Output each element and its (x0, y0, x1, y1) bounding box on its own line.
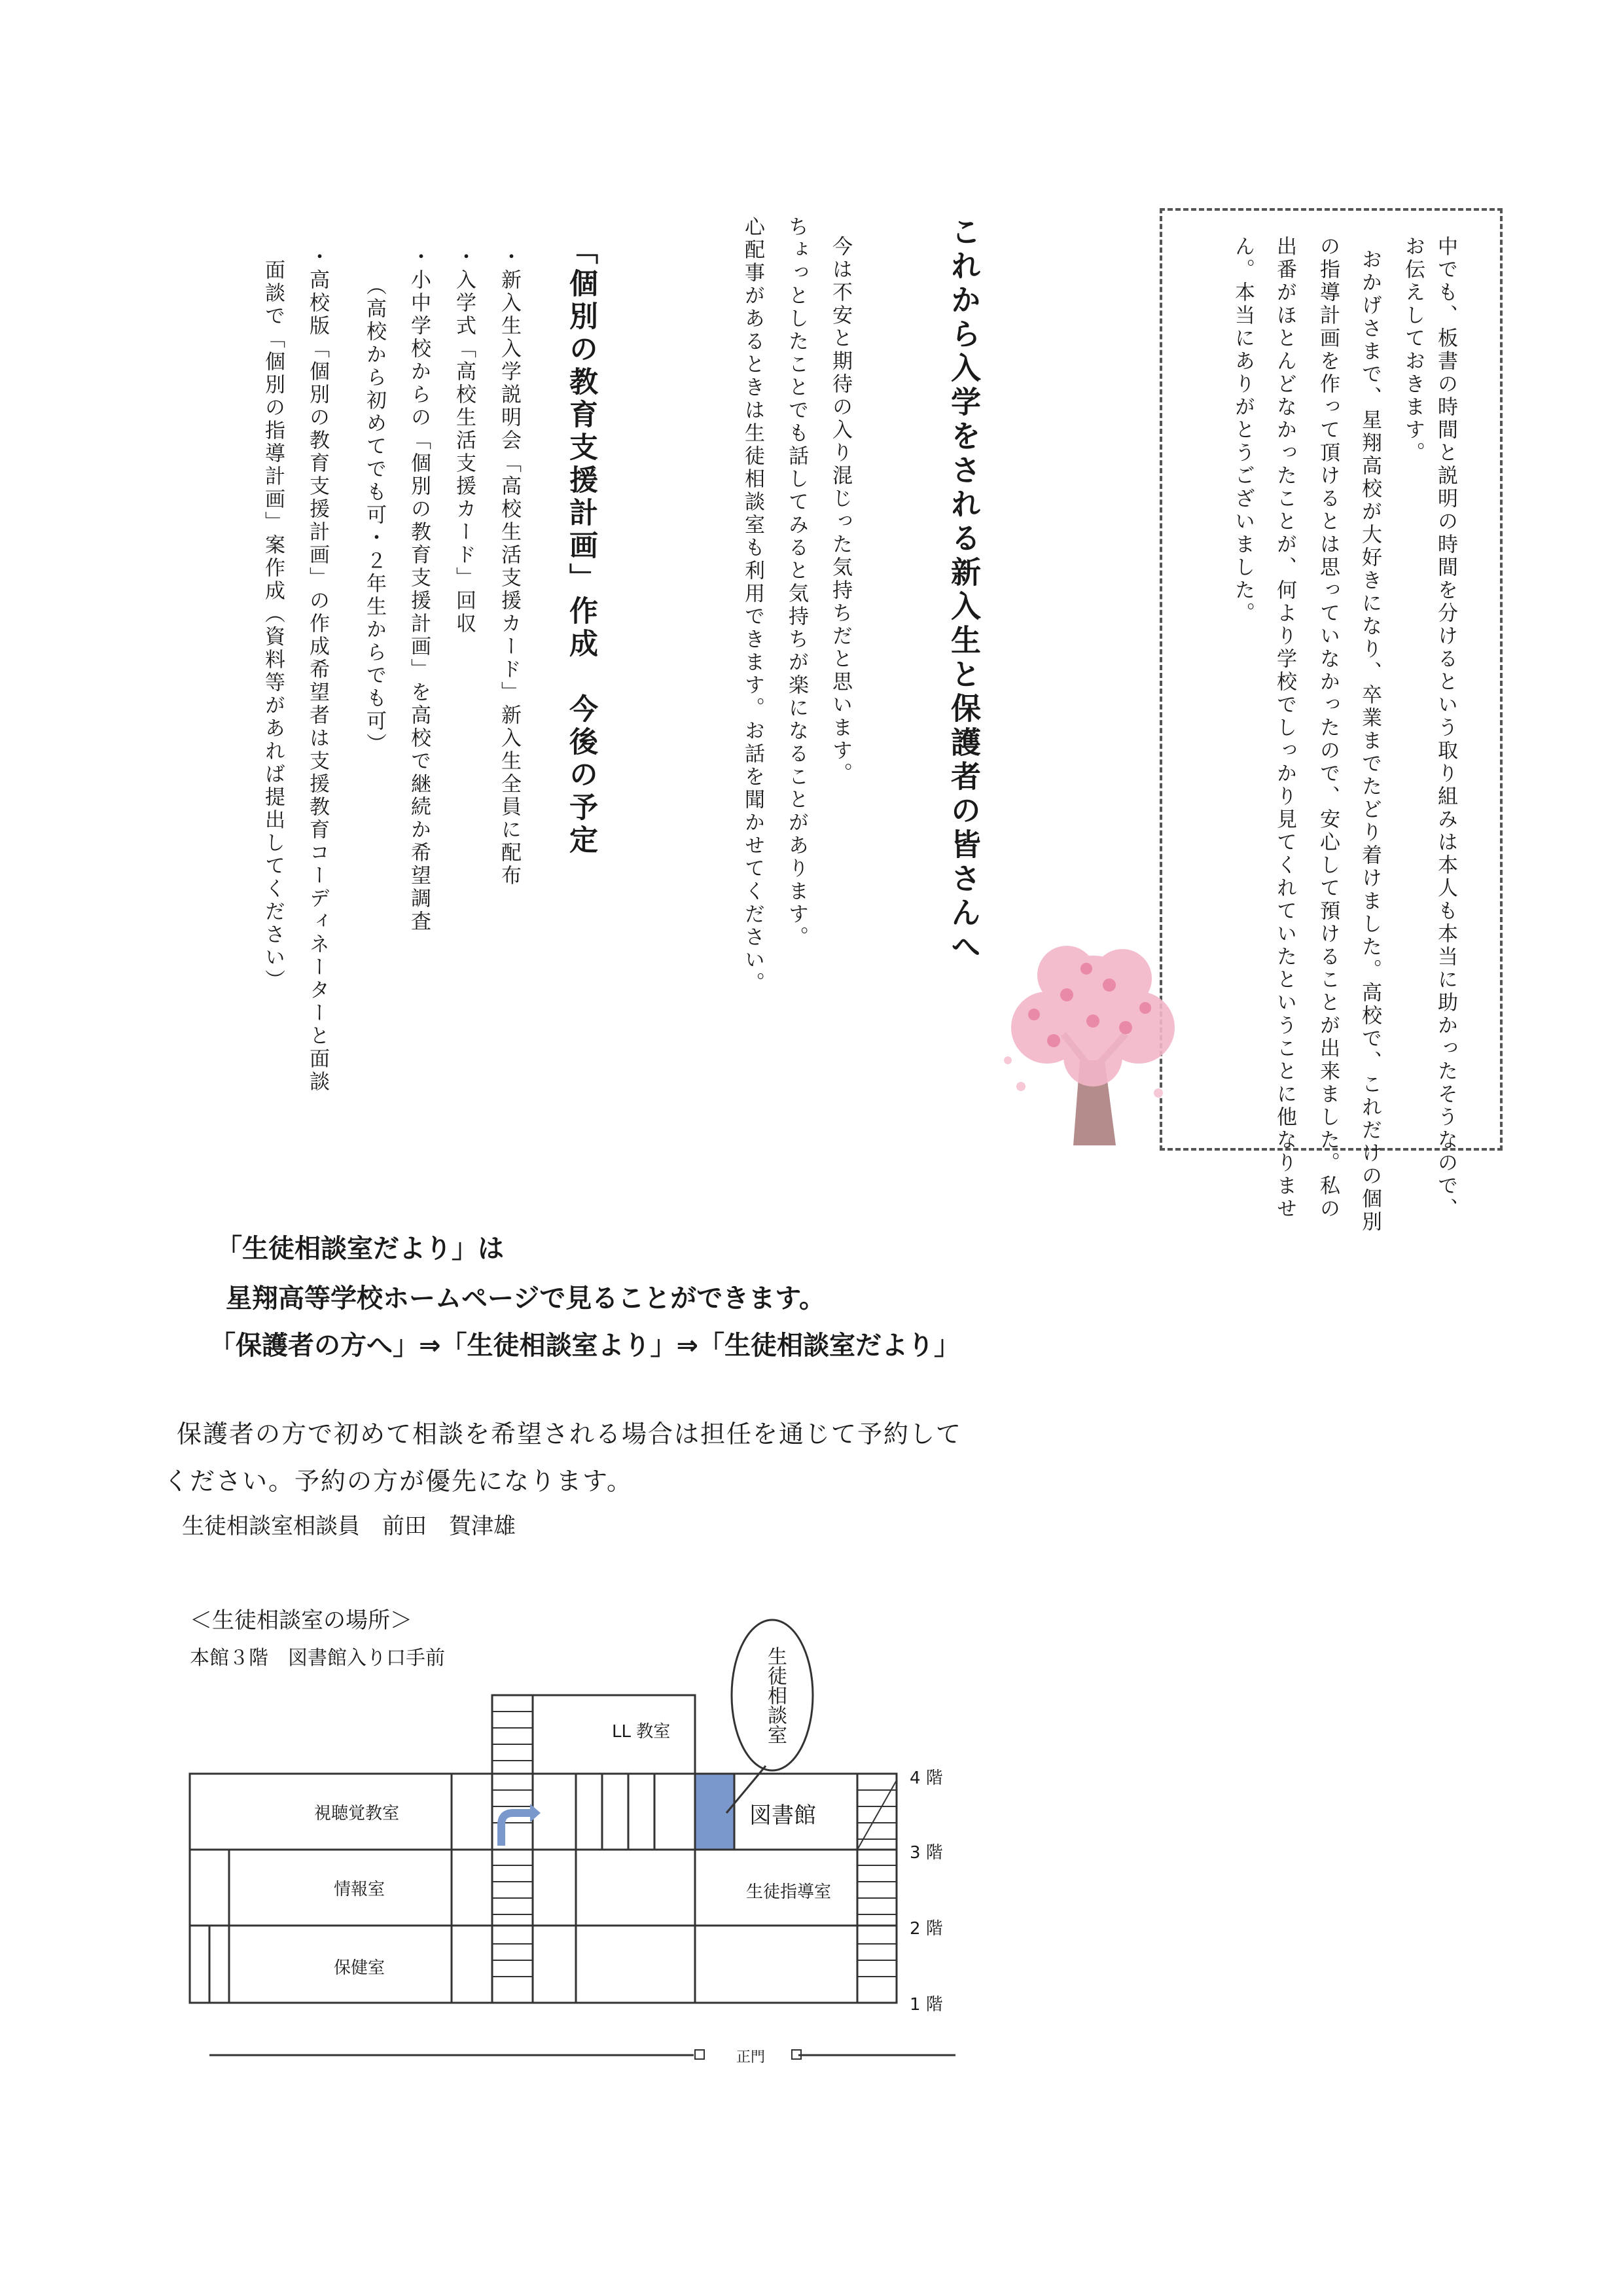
room-ll: LL 教室 (612, 1722, 671, 1742)
testimonial-line-3: おかげさまで、星翔高校が大好きになり、卒業までたどり着けました。高校で、これだけの個別 (1358, 249, 1382, 1234)
plan-item-4: ・高校版「個別の教育支援計画」の作成希望者は支援教育コーディネーターと面談 (306, 246, 329, 1094)
testimonial-box (1160, 208, 1503, 1234)
callout-label: 生徒相談室 (764, 1646, 787, 1744)
floor-label-3: 3 階 (910, 1843, 943, 1863)
consult-line-1: 保護者の方で初めて相談を希望される場合は担任を通じて予約して (177, 1420, 963, 1448)
newsletter-line-3: 「保護者の方へ」⇒「生徒相談室より」⇒「生徒相談室だより」 (209, 1331, 961, 1361)
plan-item-3-note: （高校から初めてでも可・２年生からでも可） (363, 275, 386, 756)
plan-item-4-note: 面談で「個別の指導計画」案作成（資料等があれば提出してください） (261, 259, 285, 992)
newsletter-line-2: 星翔高等学校ホームページで見ることができます。 (226, 1283, 825, 1314)
room-guidance: 生徒指導室 (746, 1882, 832, 1902)
article-title: これから入学をされる新入生と保護者の皆さんへ (946, 216, 982, 965)
plan-item-2: ・入学式「高校生活支援カード」回収 (452, 246, 476, 636)
room-info: 情報室 (334, 1880, 385, 1899)
floor-label-1: 1 階 (910, 1995, 943, 2015)
article-paragraph-2: ちょっとしたことでも話してみると気持ちが楽になることがあります。 (785, 216, 808, 949)
plan-heading: 「個別の教育支援計画」作成 今後の予定 (564, 236, 597, 857)
newsletter-line-1: 「生徒相談室だより」は (216, 1234, 504, 1264)
floor-map (183, 1617, 969, 2088)
room-library: 図書館 (749, 1803, 816, 1829)
testimonial-line-6: ん。本当にありがとうございました。 (1231, 236, 1255, 625)
testimonial-line-2: お伝えしておきます。 (1401, 236, 1425, 465)
cherry-blossom-tree-image (995, 936, 1191, 1152)
testimonial-line-4: の指導計画を作って頂けるとは思っていなかったので、安心して預けることが出来ました。私の (1316, 236, 1340, 1221)
plan-item-1: ・新入生入学説明会「高校生活支援カード」新入生全員に配布 (497, 246, 521, 888)
room-health: 保健室 (334, 1958, 385, 1978)
consult-line-2: ください。予約の方が優先になります。 (164, 1467, 633, 1496)
testimonial-line-1: 中でも、板書の時間と説明の時間を分けるという取り組みは本人も本当に助かったそうなので、 (1434, 236, 1457, 1221)
room-av: 視聴覚教室 (314, 1804, 400, 1823)
floor-label-2: 2 階 (910, 1919, 943, 1939)
consult-staff: 生徒相談室相談員 前田 賀津雄 (182, 1513, 516, 1539)
plan-item-3: ・小中学校からの「個別の教育支援計画」を高校で継続か希望調査 (407, 246, 431, 933)
location-subheading: 本館３階 図書館入り口手前 (190, 1647, 445, 1670)
location-heading: ＜生徒相談室の場所＞ (190, 1607, 412, 1634)
article-paragraph-3: 心配事があるときは生徒相談室も利用できます。お話を聞かせてください。 (741, 216, 764, 995)
floor-label-4: 4 階 (910, 1768, 943, 1788)
article-paragraph-1: 今は不安と期待の入り混じった気持ちだと思います。 (829, 236, 852, 785)
gate-label: 正門 (736, 2049, 766, 2066)
testimonial-line-5: 出番がほとんどなかったことが、何より学校でしっかり見てくれていたということに他なりませ (1273, 236, 1296, 1221)
